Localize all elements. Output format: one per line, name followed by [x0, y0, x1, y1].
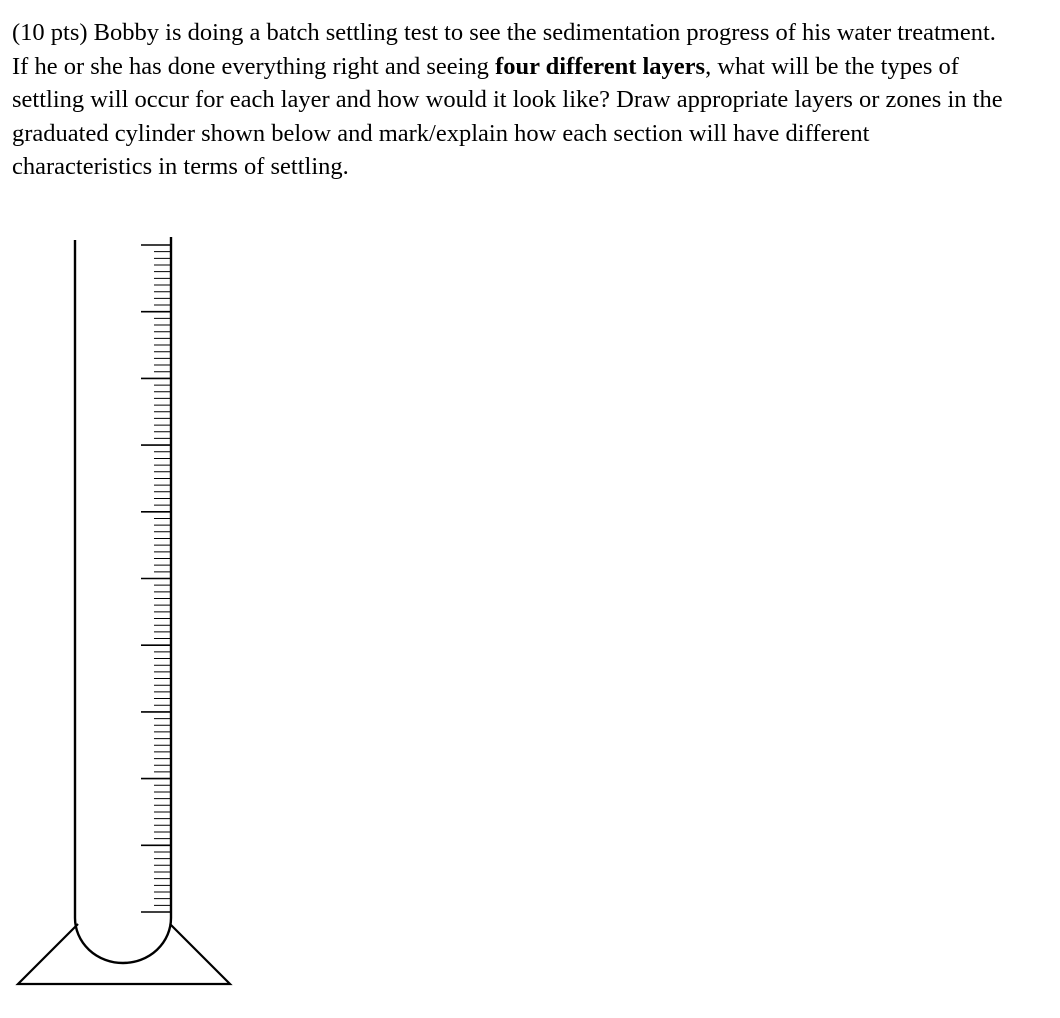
question-rest: , what will be the types of settling will occur for each layer and how would it look like? Draw appropriate layers or zones in the graduated cylinder shown below and mark/explain how each section will have different characteristics in terms of settling.: [12, 52, 1003, 180]
cylinder-tube: [75, 237, 171, 963]
graduation-scale: [141, 245, 171, 912]
question-intro: Bobby is doing a batch settling test to see the sedimentation progress of his water treatment. If he or she has done everything right and seeing: [12, 19, 996, 80]
cylinder-base: [18, 924, 230, 984]
emphasis-four-layers: four different layers: [495, 52, 706, 80]
points-label: (10 pts): [12, 19, 88, 46]
